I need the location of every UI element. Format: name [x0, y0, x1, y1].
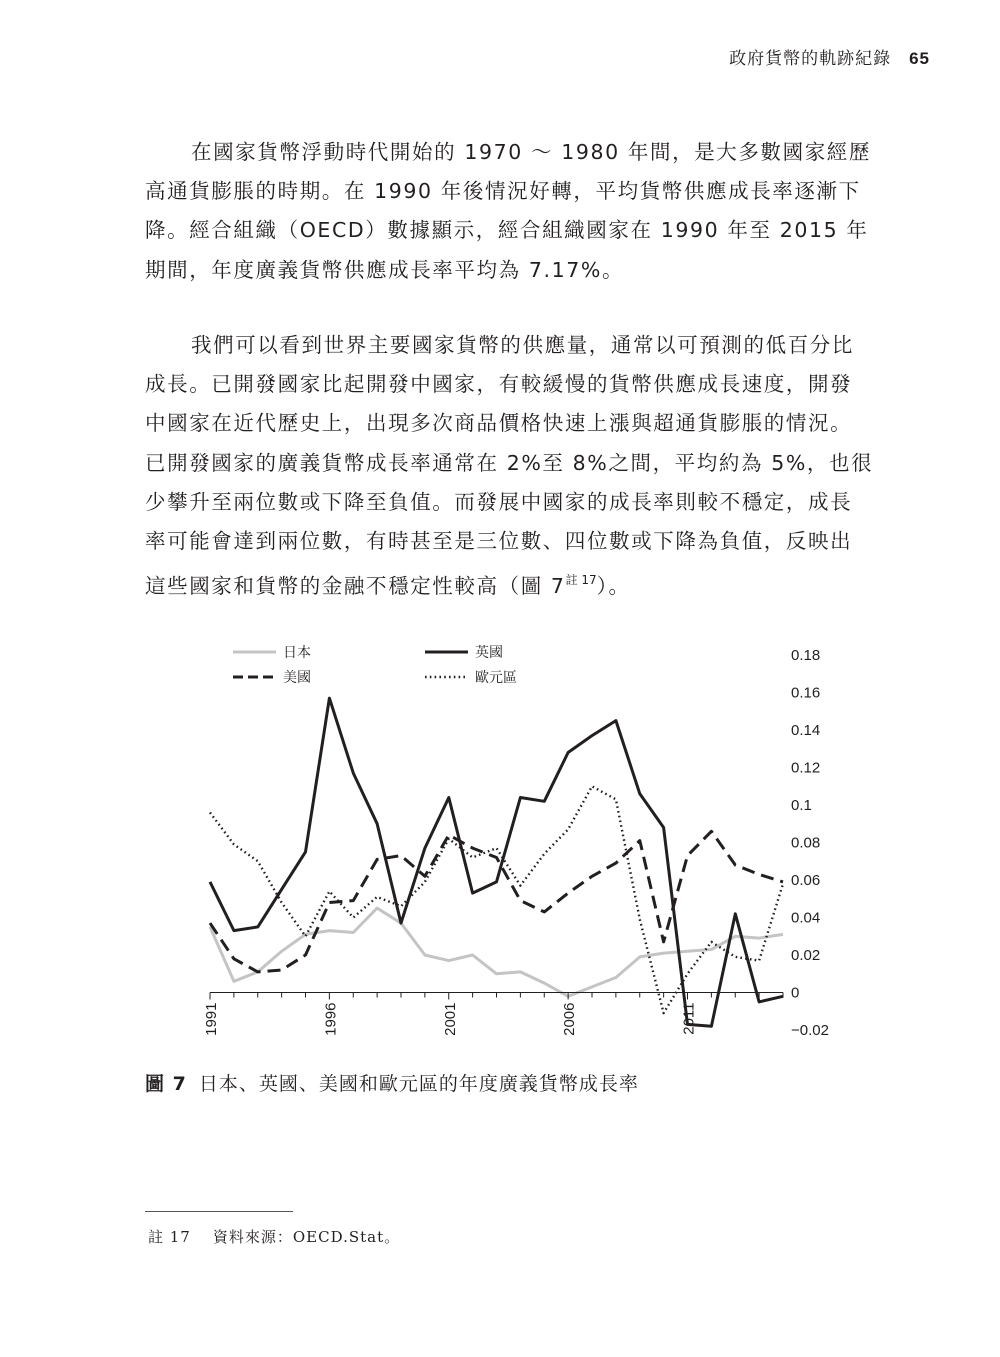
legend-label-0: 日本	[283, 645, 311, 661]
y-tick-label: 0.08	[791, 834, 821, 852]
legend-label-1: 英國	[475, 645, 503, 661]
footnote-divider	[145, 1211, 293, 1212]
paragraph-line: 降。經合組織（OECD）數據顯示，經合組織國家在 1990 年至 2015 年	[145, 218, 869, 243]
paragraph-1	[145, 133, 890, 290]
figure-label: 圖 7	[145, 1073, 187, 1095]
running-header-title: 政府貨幣的軌跡紀錄	[729, 49, 892, 69]
y-tick-label: 0.1	[791, 797, 812, 814]
paragraph-line: 已開發國家的廣義貨幣成長率通常在 2%至 8%之間，平均約為 5%，也很	[145, 450, 874, 475]
paragraph-line: 中國家在近代歷史上，出現多次商品價格快速上漲與超通貨膨脹的情況。	[145, 411, 853, 436]
paragraph-line: 成長。已開發國家比起開發中國家，有較緩慢的貨幣供應成長速度，開發	[145, 372, 853, 397]
figure-caption	[145, 1069, 639, 1096]
paragraph-2	[145, 326, 890, 606]
paragraph-line: 我們可以看到世界主要國家貨幣的供應量，通常以可預測的低百分比	[191, 333, 854, 357]
y-tick-label: −0.02	[791, 1022, 829, 1039]
x-tick-label: 1996	[322, 1002, 340, 1036]
x-tick-label: 2001	[441, 1002, 459, 1036]
x-tick-label: 2011	[680, 1002, 698, 1035]
y-tick-label: 0.12	[791, 759, 821, 777]
running-header	[729, 44, 930, 69]
x-tick-label: 2006	[561, 1002, 579, 1036]
y-tick-label: 0	[791, 984, 800, 1002]
paragraph-line: 在國家貨幣浮動時代開始的 1970 ～ 1980 年間，是大多數國家經歷	[191, 140, 872, 164]
series-line-3	[210, 786, 783, 1013]
series-line-1	[210, 698, 783, 1026]
legend-label-3: 歐元區	[475, 670, 517, 686]
money-growth-chart	[0, 630, 1000, 1060]
paragraph-text: ）。	[596, 574, 631, 599]
page-number: 65	[909, 49, 930, 68]
paragraph-line-last	[145, 561, 890, 606]
paragraph-line: 率可能會達到兩位數，有時甚至是三位數、四位數或下降為負值，反映出	[145, 529, 853, 554]
paragraph-line: 期間，年度廣義貨幣供應成長率平均為 7.17%。	[145, 257, 625, 282]
y-tick-label: 0.04	[791, 909, 821, 927]
x-tick-label: 1991	[203, 1002, 220, 1036]
chart-series	[210, 698, 783, 1026]
y-tick-label: 0.18	[791, 647, 821, 664]
y-tick-label: 0.06	[791, 872, 821, 889]
y-tick-label: 0.16	[791, 684, 821, 702]
footnote	[148, 1226, 400, 1247]
chart-axes	[203, 647, 829, 1039]
chart-legend	[233, 644, 517, 686]
footnote-text: 資料來源：OECD.Stat。	[212, 1228, 401, 1246]
y-tick-label: 0.02	[791, 947, 821, 964]
paragraph-line: 高通貨膨脹的時期。在 1990 年後情況好轉，平均貨幣供應成長率逐漸下	[145, 179, 861, 204]
paragraph-line: 少攀升至兩位數或下降至負值。而發展中國家的成長率則較不穩定，成長	[145, 489, 853, 514]
figure-caption-text: 日本、英國、美國和歐元區的年度廣義貨幣成長率	[198, 1073, 639, 1095]
paragraph-text: 這些國家和貨幣的金融不穩定性較高（圖 7	[145, 574, 566, 599]
footnote-ref[interactable]: 註 17	[565, 573, 597, 588]
legend-label-2: 美國	[283, 670, 311, 686]
y-tick-label: 0.14	[791, 722, 821, 739]
footnote-number: 註 17	[148, 1228, 191, 1246]
